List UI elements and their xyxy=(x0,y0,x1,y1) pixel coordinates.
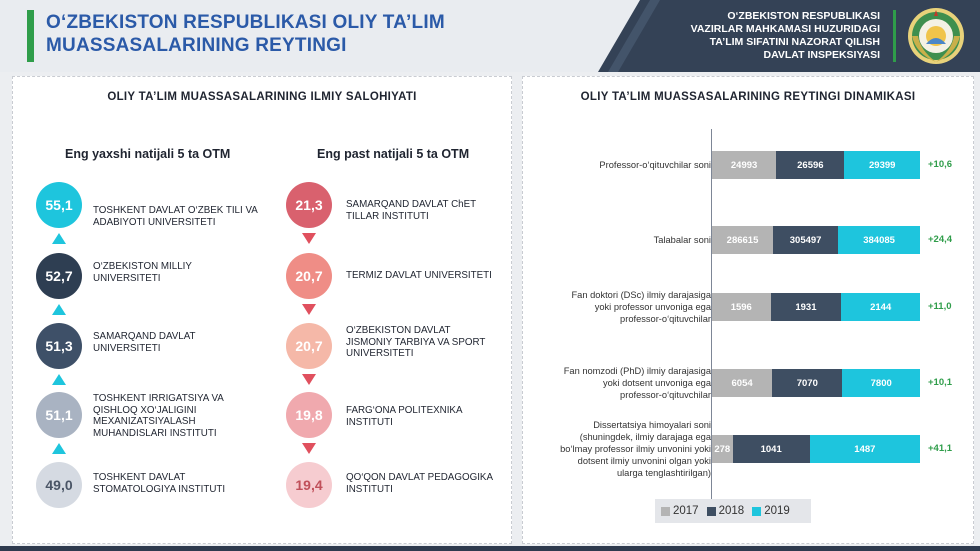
down-arrow-icon xyxy=(302,374,316,385)
best-score-5: 49,0 xyxy=(36,462,82,508)
bar-segment-2018: 1931 xyxy=(771,293,842,321)
header xyxy=(0,0,980,72)
bar-segment-2017: 1596 xyxy=(712,293,771,321)
worst-university-4: FARG‘ONA POLITEXNIKA INSTITUTI xyxy=(346,405,463,428)
bar-segment-2018: 305497 xyxy=(773,226,838,254)
rating-dynamics-panel xyxy=(522,76,974,544)
best-score-1: 55,1 xyxy=(36,182,82,228)
page-title: O‘ZBEKISTON RESPUBLIKASI OLIY TA’LIM MUASSASALARINING REYTINGI xyxy=(46,12,445,56)
up-arrow-icon xyxy=(52,304,66,315)
category-label: Dissertatsiya himoyalari soni (shuningdek, ilmiy darajaga ega bo‘lmay professor ilmiy unvonini yoki dotsent ilmiy unvonini olgan yoki ularga tenglashtirilgan) xyxy=(560,420,711,478)
bar-segment-2017: 278 xyxy=(712,435,733,463)
bar-segment-2018: 7070 xyxy=(772,369,842,397)
legend-swatch-icon xyxy=(752,507,761,516)
worst-score-4: 19,8 xyxy=(286,392,332,438)
down-arrow-icon xyxy=(302,233,316,244)
down-arrow-icon xyxy=(302,443,316,454)
best-score-3: 51,3 xyxy=(36,323,82,369)
best-university-2: O‘ZBEKISTON MILLIY UNIVERSITETI xyxy=(93,261,192,284)
agency-name: O‘ZBEKISTON RESPUBLIKASI VAZIRLAR MAHKAMASI HUZURIDAGI TA’LIM SIFATINI NAZORAT QILISH DAVLAT INSPEKSIYASI xyxy=(690,10,880,61)
legend-item-2018: 2018 xyxy=(707,505,745,517)
up-arrow-icon xyxy=(52,233,66,244)
category-label: Talabalar soni xyxy=(653,235,711,245)
best-university-4: TOSHKENT IRRIGATSIYA VA QISHLOQ XO‘JALIGINI MEXANIZATSIYALASH MUHANDISLARI INSTITUTI xyxy=(93,393,224,439)
best-column-heading: Eng yaxshi natijali 5 ta OTM xyxy=(65,147,231,161)
change-label: +41,1 xyxy=(928,443,953,454)
bar-segment-2018: 1041 xyxy=(733,435,810,463)
bar-segment-2017: 286615 xyxy=(712,226,773,254)
scientific-potential-panel xyxy=(12,76,512,544)
up-arrow-icon xyxy=(52,374,66,385)
bar-segment-2019: 2144 xyxy=(841,293,920,321)
bar-segment-2017: 24993 xyxy=(712,151,776,179)
category-label: Fan doktori (DSc) ilmiy darajasiga yoki professor unvoniga ega professor-o‘qituvchilar xyxy=(571,290,711,324)
agency-accent-bar xyxy=(893,10,896,62)
worst-university-5: QO‘QON DAVLAT PEDAGOGIKA INSTITUTI xyxy=(346,472,493,495)
bar-segment-2019: 384085 xyxy=(838,226,920,254)
bar-segment-2017: 6054 xyxy=(712,369,772,397)
change-label: +24,4 xyxy=(928,234,953,245)
best-score-2: 52,7 xyxy=(36,253,82,299)
worst-score-2: 20,7 xyxy=(286,253,332,299)
worst-university-2: TERMIZ DAVLAT UNIVERSITETI xyxy=(346,270,492,281)
panel-title-left: OLIY TA’LIM MUASSASALARINING ILMIY SALOHIYATI xyxy=(107,91,417,103)
category-label: Professor-o‘qituvchilar soni xyxy=(599,160,711,170)
worst-score-5: 19,4 xyxy=(286,462,332,508)
change-label: +10,6 xyxy=(928,159,953,170)
worst-score-1: 21,3 xyxy=(286,182,332,228)
worst-university-1: SAMARQAND DAVLAT ChET TILLAR INSTITUTI xyxy=(346,199,477,222)
legend-swatch-icon xyxy=(707,507,716,516)
up-arrow-icon xyxy=(52,443,66,454)
state-emblem-icon xyxy=(906,6,966,66)
worst-column-heading: Eng past natijali 5 ta OTM xyxy=(317,147,470,161)
bar-segment-2019: 29399 xyxy=(844,151,920,179)
category-label: Fan nomzodi (PhD) ilmiy darajasiga yoki dotsent unvoniga ega professor-o‘qituvchilar xyxy=(563,366,711,400)
best-score-4: 51,1 xyxy=(36,392,82,438)
header-accent-bar xyxy=(27,10,34,62)
chart-title: OLIY TA’LIM MUASSASALARINING REYTINGI DINAMIKASI xyxy=(580,91,916,103)
bar-segment-2019: 1487 xyxy=(810,435,920,463)
best-university-1: TOSHKENT DAVLAT O‘ZBEK TILI VA ADABIYOTI UNIVERSITETI xyxy=(93,205,258,228)
bar-segment-2018: 26596 xyxy=(776,151,844,179)
legend-item-2019: 2019 xyxy=(752,505,790,517)
best-university-3: SAMARQAND DAVLAT UNIVERSITETI xyxy=(93,331,196,354)
change-label: +11,0 xyxy=(928,301,952,312)
change-label: +10,1 xyxy=(928,377,953,388)
best-university-5: TOSHKENT DAVLAT STOMATOLOGIYA INSTITUTI xyxy=(93,472,226,495)
worst-university-3: O‘ZBEKISTON DAVLAT JISMONIY TARBIYA VA SPORT UNIVERSITETI xyxy=(346,325,486,359)
bottom-bar xyxy=(0,546,980,551)
down-arrow-icon xyxy=(302,304,316,315)
worst-score-3: 20,7 xyxy=(286,323,332,369)
legend-item-2017: 2017 xyxy=(661,505,699,517)
bar-segment-2019: 7800 xyxy=(842,369,920,397)
chart-legend xyxy=(655,499,811,523)
legend-swatch-icon xyxy=(661,507,670,516)
